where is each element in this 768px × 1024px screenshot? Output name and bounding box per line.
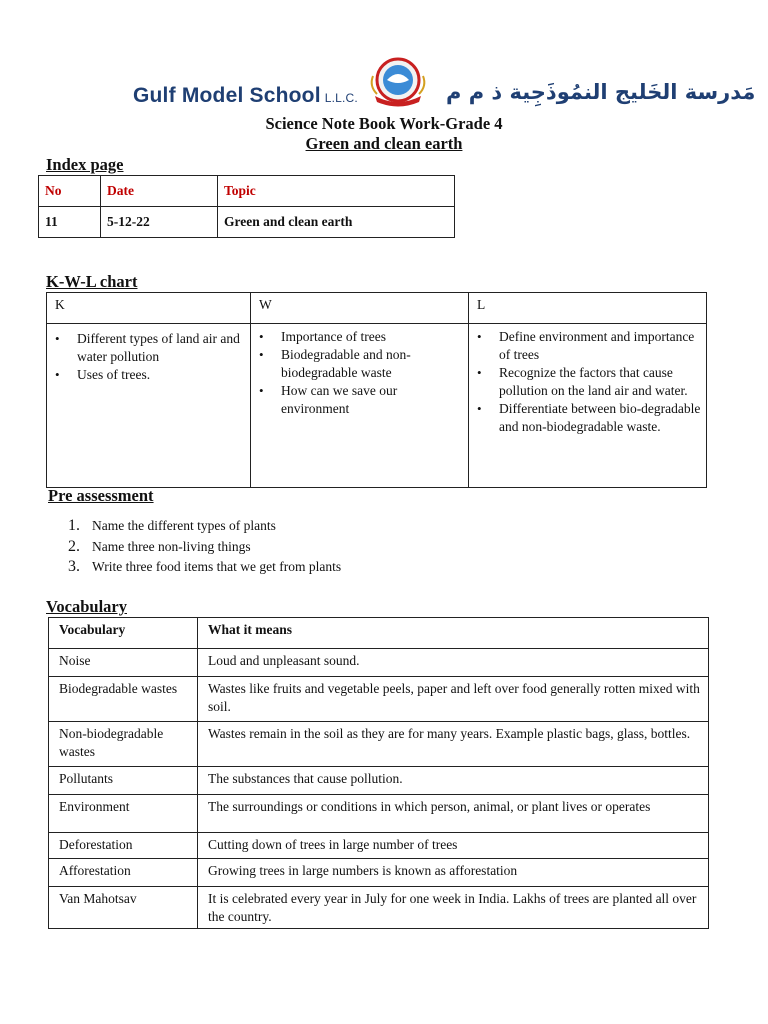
vocabulary-heading: Vocabulary bbox=[46, 597, 127, 616]
table-row bbox=[49, 859, 709, 887]
index-heading: Index page bbox=[46, 155, 124, 174]
kwl-k-cell bbox=[47, 324, 251, 488]
page-subtitle: Green and clean earth bbox=[305, 134, 463, 153]
vocab-meaning: Loud and unpleasant sound. bbox=[198, 649, 709, 677]
vocab-meaning: The substances that cause pollution. bbox=[198, 767, 709, 795]
pre-assessment-list bbox=[68, 516, 341, 578]
list-item: • How can we save our environment bbox=[251, 382, 468, 418]
vocab-meaning: Wastes remain in the soil as they are for many years. Example plastic bags, glass, bottles. bbox=[198, 722, 709, 767]
table-row bbox=[49, 649, 709, 677]
vocab-term: Biodegradable wastes bbox=[49, 677, 198, 722]
school-crest-logo bbox=[363, 56, 433, 108]
kwl-col-l: L bbox=[469, 293, 707, 324]
table-row bbox=[49, 795, 709, 833]
vocab-term: Pollutants bbox=[49, 767, 198, 795]
kwl-table bbox=[46, 292, 707, 488]
table-row bbox=[49, 833, 709, 859]
vocabulary-header-row bbox=[49, 618, 709, 649]
vocab-term: Noise bbox=[49, 649, 198, 677]
table-row bbox=[49, 767, 709, 795]
page-title: Science Note Book Work-Grade 4 bbox=[265, 114, 503, 133]
school-suffix: L.L.C. bbox=[324, 91, 358, 105]
kwl-w-cell bbox=[251, 324, 469, 488]
index-cell-topic: Green and clean earth bbox=[218, 207, 455, 238]
school-name-text: Gulf Model School bbox=[133, 84, 321, 107]
index-col-no: No bbox=[39, 176, 101, 207]
table-row bbox=[39, 207, 455, 238]
kwl-col-k: K bbox=[47, 293, 251, 324]
index-col-date: Date bbox=[101, 176, 218, 207]
vocab-term: Environment bbox=[49, 795, 198, 833]
vocab-term: Van Mahotsav bbox=[49, 887, 198, 929]
vocab-meaning: Wastes like fruits and vegetable peels, paper and left over food generally rotten mixed with soil. bbox=[198, 677, 709, 722]
list-item: • Different types of land air and water pollution bbox=[47, 330, 250, 366]
table-row bbox=[49, 887, 709, 929]
kwl-header-row bbox=[47, 293, 707, 324]
vocab-col-meaning: What it means bbox=[198, 618, 709, 649]
list-item: • Importance of trees bbox=[251, 328, 468, 346]
school-name-english bbox=[133, 84, 358, 108]
list-item: 1. Name the different types of plants bbox=[68, 517, 276, 534]
vocab-meaning: Growing trees in large numbers is known as afforestation bbox=[198, 859, 709, 887]
vocabulary-table bbox=[48, 617, 709, 929]
table-row bbox=[49, 722, 709, 767]
vocab-term: Deforestation bbox=[49, 833, 198, 859]
list-item: • Differentiate between bio-degradable and non-biodegradable waste. bbox=[469, 400, 706, 436]
index-table bbox=[38, 175, 455, 238]
list-item: • Define environment and importance of trees bbox=[469, 328, 706, 364]
kwl-l-cell bbox=[469, 324, 707, 488]
list-item: • Biodegradable and non-biodegradable waste bbox=[251, 346, 468, 382]
kwl-content-row bbox=[47, 324, 707, 488]
index-header-row bbox=[39, 176, 455, 207]
index-cell-date: 5-12-22 bbox=[101, 207, 218, 238]
vocab-meaning: Cutting down of trees in large number of trees bbox=[198, 833, 709, 859]
index-cell-no: 11 bbox=[39, 207, 101, 238]
vocab-meaning: The surroundings or conditions in which person, animal, or plant lives or operates bbox=[198, 795, 709, 833]
kwl-heading: K-W-L chart bbox=[46, 272, 138, 291]
kwl-col-w: W bbox=[251, 293, 469, 324]
index-col-topic: Topic bbox=[218, 176, 455, 207]
list-item: • Uses of trees. bbox=[47, 366, 250, 384]
vocab-meaning: It is celebrated every year in July for one week in India. Lakhs of trees are planted all over the country. bbox=[198, 887, 709, 929]
pre-assessment-heading: Pre assessment bbox=[48, 486, 154, 505]
list-item: • Recognize the factors that cause pollution on the land air and water. bbox=[469, 364, 706, 400]
list-item: 2. Name three non-living things bbox=[68, 537, 251, 555]
vocab-term: Afforestation bbox=[49, 859, 198, 887]
vocab-term: Non-biodegradable wastes bbox=[49, 722, 198, 767]
table-row bbox=[49, 677, 709, 722]
vocab-col-term: Vocabulary bbox=[49, 618, 198, 649]
school-name-arabic: مَدرسة الخَليج النمُوذَجِية ذ م م bbox=[446, 80, 756, 104]
list-item: 3. Write three food items that we get from plants bbox=[68, 558, 342, 575]
